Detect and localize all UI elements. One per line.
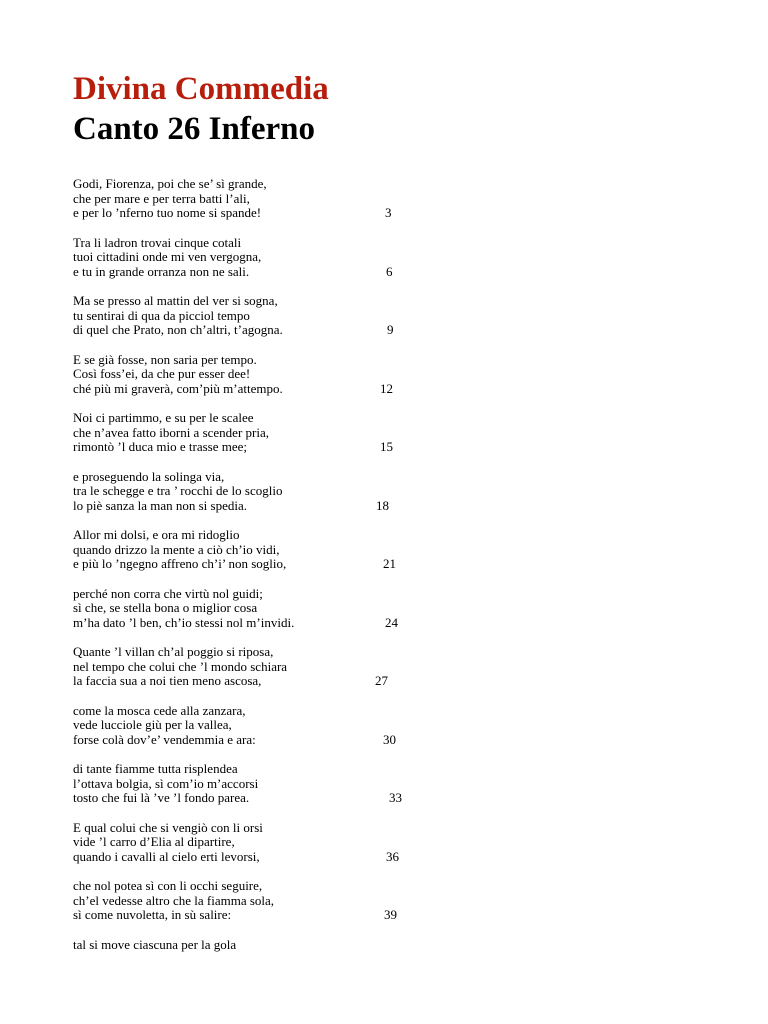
- verse-line: che nol potea sì con li occhi seguire,: [73, 878, 263, 893]
- verse-line: di quel che Prato, non ch’altri, t’agogna.: [73, 322, 283, 337]
- tercet: [73, 353, 733, 412]
- verse-line: tra le schegge e tra ’ rocchi de lo scoglio: [73, 483, 283, 498]
- tercet: [73, 470, 733, 529]
- tercet: [73, 528, 733, 587]
- line-number: 21: [383, 556, 396, 571]
- tercet: [73, 236, 733, 295]
- verse-line: lo piè sanza la man non si spedia.: [73, 497, 248, 513]
- line-number: 12: [380, 380, 393, 396]
- verse-line: e proseguendo la solinga via,: [73, 468, 225, 484]
- line-number: 15: [380, 439, 393, 454]
- line-number: 3: [385, 205, 392, 220]
- verse-line: m’ha dato ’l ben, ch’io stessi nol m’invidi.: [73, 614, 295, 630]
- verse-line: sì che, se stella bona o miglior cosa: [73, 600, 258, 615]
- verse-line: Ma se presso al mattin del ver si sogna,: [73, 293, 278, 308]
- tercet: [73, 294, 733, 353]
- verse-line: di tante fiamme tutta risplendea: [73, 761, 238, 776]
- line-number: 6: [386, 263, 393, 279]
- verse-line: tu sentirai di qua da picciol tempo: [73, 307, 250, 323]
- line-number: 33: [389, 790, 402, 805]
- line-number: 36: [386, 848, 399, 864]
- verse-line: e tu in grande orranza non ne sali.: [73, 263, 250, 279]
- document-subtitle: Canto 26 Inferno: [73, 111, 316, 147]
- verse-line: nel tempo che colui che ’l mondo schiara: [73, 658, 288, 674]
- verse-line: ch’el vedesse altro che la fiamma sola,: [73, 892, 275, 908]
- verse-line: che per mare e per terra batti l’ali,: [73, 190, 250, 206]
- verse-line: la faccia sua a noi tien meno ascosa,: [73, 673, 262, 688]
- verse-line: quando i cavalli al cielo erti levorsi,: [73, 848, 260, 864]
- tercet: [73, 177, 733, 236]
- verse-line: Godi, Fiorenza, poi che se’ sì grande,: [73, 176, 267, 191]
- verse-line: Così foss’ei, da che pur esser dee!: [73, 366, 251, 381]
- line-number: 24: [385, 614, 398, 630]
- line-number: 18: [376, 497, 389, 513]
- line-number: 30: [383, 731, 396, 747]
- verse-line: l’ottava bolgia, sì com’io m’accorsi: [73, 775, 259, 791]
- verse-line: tal si move ciascuna per la gola: [73, 936, 237, 952]
- verse-line: tuoi cittadini onde mi ven vergogna,: [73, 249, 262, 264]
- line-number: 9: [387, 322, 394, 337]
- verse-line: e più lo ’ngegno affreno ch’i’ non soglio,: [73, 556, 287, 571]
- verse-line: perché non corra che virtù nol guidi;: [73, 585, 263, 601]
- tercet: [73, 879, 733, 938]
- verse-line: E se già fosse, non saria per tempo.: [73, 351, 257, 367]
- tercet: [73, 821, 733, 880]
- tercet: [73, 411, 733, 470]
- verse-line: vede lucciole giù per la vallea,: [73, 717, 232, 732]
- tercet: [73, 587, 733, 646]
- verse-line: vide ’l carro d’Elia al dipartire,: [73, 834, 235, 849]
- verse-line: Allor mi dolsi, e ora mi ridoglio: [73, 527, 240, 542]
- verse-line: tosto che fui là ’ve ’l fondo parea.: [73, 790, 250, 805]
- verse-line: sì come nuvoletta, in sù salire:: [73, 907, 232, 922]
- tercet: [73, 938, 733, 997]
- verse-line: Noi ci partimmo, e su per le scalee: [73, 410, 254, 425]
- line-number: 27: [375, 673, 388, 688]
- tercet: [73, 762, 733, 821]
- verse-line: e per lo ’nferno tuo nome si spande!: [73, 205, 262, 220]
- verse-line: E qual colui che si vengiò con li orsi: [73, 819, 263, 835]
- tercet: [73, 704, 733, 763]
- verse-line: che n’avea fatto iborni a scender pria,: [73, 424, 269, 440]
- tercet: [73, 645, 733, 704]
- verse-line: quando drizzo la mente a ciò ch’io vidi,: [73, 541, 280, 557]
- verse-line: ché più mi graverà, com’più m’attempo.: [73, 380, 283, 396]
- verse-line: Tra li ladron trovai cinque cotali: [73, 234, 242, 250]
- verse-line: rimontò ’l duca mio e trasse mee;: [73, 439, 248, 454]
- document-title: Divina Commedia: [73, 71, 329, 107]
- verse-line: Quante ’l villan ch’al poggio si riposa,: [73, 644, 274, 659]
- poem-body: [73, 177, 733, 996]
- line-number: 39: [384, 907, 397, 922]
- verse-line: come la mosca cede alla zanzara,: [73, 702, 246, 718]
- verse-line: forse colà dov’e’ vendemmia e ara:: [73, 731, 256, 747]
